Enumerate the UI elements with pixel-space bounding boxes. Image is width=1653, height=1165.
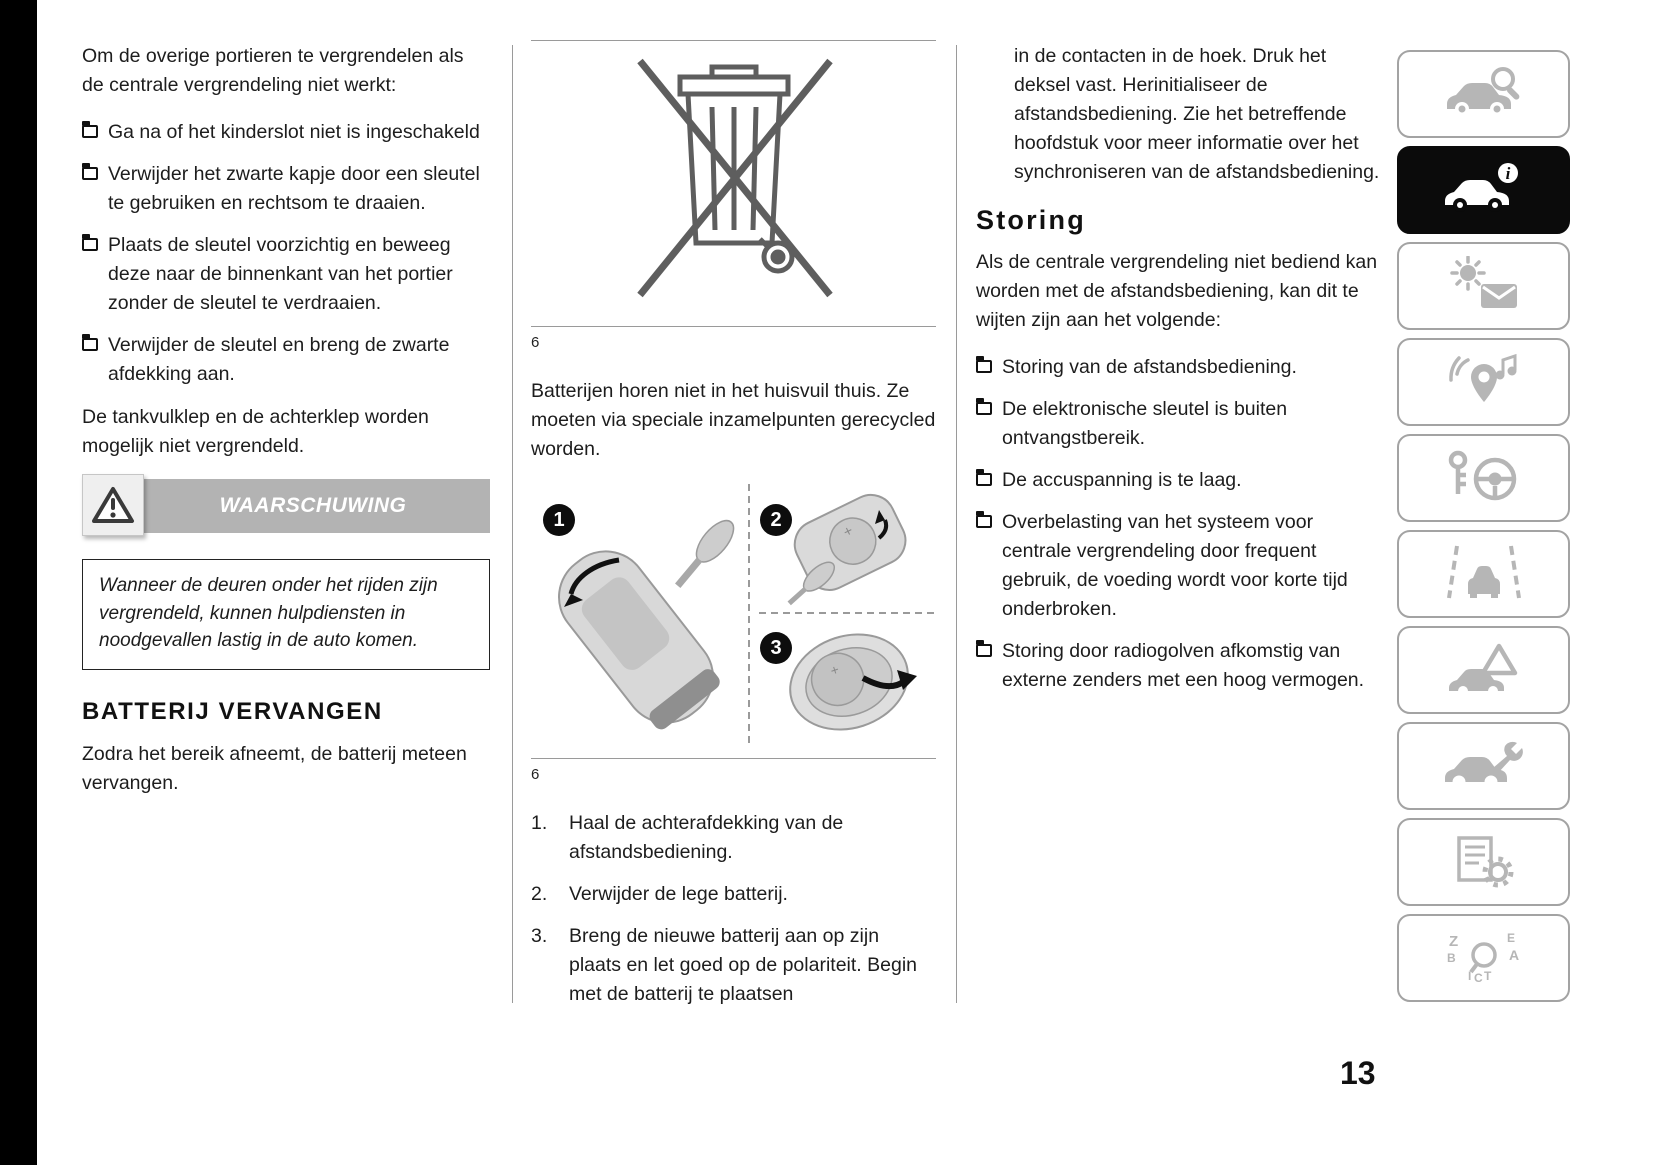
step-text: Haal de achterafdekking van de afstandsbediening. xyxy=(569,812,844,863)
index-icon xyxy=(1441,928,1527,989)
battery-replacement-steps xyxy=(531,809,936,1009)
right-column xyxy=(976,42,1386,709)
chapter-tab-overview[interactable] xyxy=(1397,50,1570,138)
warning-label: WAARSCHUWING xyxy=(219,494,407,517)
remote-key-fob-illustration xyxy=(531,482,936,747)
list-item-text: Storing van de afstandsbediening. xyxy=(1002,356,1297,378)
checkbox-bullet-icon xyxy=(82,338,98,351)
list-item xyxy=(82,231,490,318)
storing-intro-paragraph: Als de centrale vergrendeling niet bediend kan worden met de afstandsbediening, kan dit te wijten zijn aan het volgende: xyxy=(976,251,1378,331)
list-item-text: De accuspanning is te laag. xyxy=(1002,469,1242,491)
svg-text:Z: Z xyxy=(1448,932,1458,950)
warning-banner xyxy=(82,479,490,533)
checkbox-bullet-icon xyxy=(82,125,98,138)
chapter-tab-dashboard-active[interactable] xyxy=(1397,146,1570,234)
step-number: 3. xyxy=(531,925,548,947)
step-item xyxy=(531,809,936,867)
step-item xyxy=(531,880,936,909)
section-heading-battery: BATTERIJ VERVANGEN xyxy=(82,697,383,725)
technical-data-icon xyxy=(1441,832,1527,893)
middle-column xyxy=(531,40,936,1022)
crossed-out-wheelie-bin-icon xyxy=(544,57,924,307)
list-item-text: Verwijder de sleutel en breng de zwarte afdekking aan. xyxy=(108,334,450,385)
section-paragraph: Zodra het bereik afneemt, de batterij meteen vervangen. xyxy=(82,742,467,794)
step-number: 2. xyxy=(531,883,548,905)
list-item xyxy=(976,353,1386,382)
checkbox-bullet-icon xyxy=(976,473,992,486)
chapter-tab-maintenance[interactable] xyxy=(1397,722,1570,810)
intro-paragraph: Om de overige portieren te vergrendelen als de centrale vergrendeling niet werkt: xyxy=(82,45,464,96)
maintenance-icon xyxy=(1441,736,1527,797)
column-divider-1 xyxy=(512,45,513,1003)
lane-assist-icon xyxy=(1441,544,1527,605)
list-item xyxy=(82,160,490,218)
battery-disposal-paragraph: Batterijen horen niet in het huisvuil thuis. Ze moeten via speciale inzamelpunten gerecycled worden. xyxy=(531,380,936,460)
chapter-tab-lights-messages[interactable] xyxy=(1397,242,1570,330)
warning-triangle-icon xyxy=(82,474,144,536)
svg-text:I: I xyxy=(1467,968,1471,983)
chapter-tab-infotainment[interactable] xyxy=(1397,338,1570,426)
left-column xyxy=(82,42,490,816)
list-item-text: Overbelasting van het systeem voor centrale vergrendeling door frequent gebruik, de voeding wordt voor korte tijd onderbroken. xyxy=(1002,511,1348,620)
svg-text:T: T xyxy=(1483,968,1491,983)
list-item xyxy=(82,118,490,147)
list-item-text: Ga na of het kinderslot niet is ingeschakeld xyxy=(108,121,480,143)
checkbox-bullet-icon xyxy=(82,167,98,180)
figure-step-marker: 3 xyxy=(760,632,792,664)
list-item-text: Storing door radiogolven afkomstig van externe zenders met een hoog vermogen. xyxy=(1002,640,1365,691)
step-text: Verwijder de lege batterij. xyxy=(569,883,788,905)
step-text: Breng de nieuwe batterij aan op zijn plaats en let goed op de polariteit. Begin met de batterij te plaatsen xyxy=(569,925,918,1005)
chapter-tab-emergency[interactable] xyxy=(1397,626,1570,714)
list-item-text: Verwijder het zwarte kapje door een sleutel te gebruiken en rechtsom te draaien. xyxy=(108,163,480,214)
infotainment-icon xyxy=(1441,352,1527,413)
step-number: 1. xyxy=(531,812,548,834)
figure-remote-battery-replacement xyxy=(531,482,936,759)
malfunction-checklist xyxy=(976,353,1386,695)
starting-driving-icon xyxy=(1441,448,1527,509)
checkbox-bullet-icon xyxy=(976,360,992,373)
chapter-tab-sidebar xyxy=(1397,50,1570,1010)
figure-number: 6 xyxy=(531,334,540,351)
column-divider-2 xyxy=(956,45,957,1003)
svg-text:+: + xyxy=(828,660,841,679)
section-heading-storing: Storing xyxy=(976,205,1086,235)
warning-note-box: Wanneer de deuren onder het rijden zijn vergrendeld, kunnen hulpdiensten in noodgevallen lastig in de auto komen. xyxy=(82,559,490,670)
emergency-icon xyxy=(1441,640,1527,701)
figure-number: 6 xyxy=(531,766,540,783)
list-item xyxy=(976,466,1386,495)
car-info-icon xyxy=(1441,160,1527,221)
checkbox-bullet-icon xyxy=(82,238,98,251)
list-item-text: De elektronische sleutel is buiten ontvangstbereik. xyxy=(1002,398,1288,449)
figure-weee-bin xyxy=(531,40,936,327)
checkbox-bullet-icon xyxy=(976,644,992,657)
list-item-text: Plaats de sleutel voorzichtig en beweeg deze naar de binnenkant van het portier zonder de sleutel te verdraaien. xyxy=(108,234,453,314)
figure-step-marker: 1 xyxy=(543,504,575,536)
list-item xyxy=(82,331,490,389)
car-search-icon xyxy=(1441,64,1527,125)
chapter-tab-technical-data[interactable] xyxy=(1397,818,1570,906)
chapter-tab-lane-assist[interactable] xyxy=(1397,530,1570,618)
lights-messages-icon xyxy=(1441,256,1527,317)
list-item xyxy=(976,508,1386,624)
svg-text:+: + xyxy=(840,522,856,542)
checkbox-bullet-icon xyxy=(976,402,992,415)
svg-text:E: E xyxy=(1506,930,1515,945)
svg-text:A: A xyxy=(1508,946,1519,963)
note-paragraph: De tankvulklep en de achterklep worden mogelijk niet vergrendeld. xyxy=(82,406,429,457)
step-item xyxy=(531,922,936,1009)
checkbox-bullet-icon xyxy=(976,515,992,528)
step-continuation-paragraph: in de contacten in de hoek. Druk het deksel vast. Herinitialiseer de afstandsbediening. Zie het betreffende hoofdstuk voor meer informatie over het synchroniseren van de afstandsbediening. xyxy=(1014,45,1380,183)
list-item xyxy=(976,395,1386,453)
door-lock-checklist xyxy=(82,118,490,389)
chapter-tab-index[interactable] xyxy=(1397,914,1570,1002)
figure-step-marker: 2 xyxy=(760,504,792,536)
page-number: 13 xyxy=(1340,1055,1376,1091)
chapter-tab-starting-driving[interactable] xyxy=(1397,434,1570,522)
svg-text:C: C xyxy=(1473,970,1483,984)
svg-text:i: i xyxy=(1505,163,1510,183)
list-item xyxy=(976,637,1386,695)
svg-text:B: B xyxy=(1446,950,1456,965)
left-edge-band xyxy=(0,0,37,1165)
